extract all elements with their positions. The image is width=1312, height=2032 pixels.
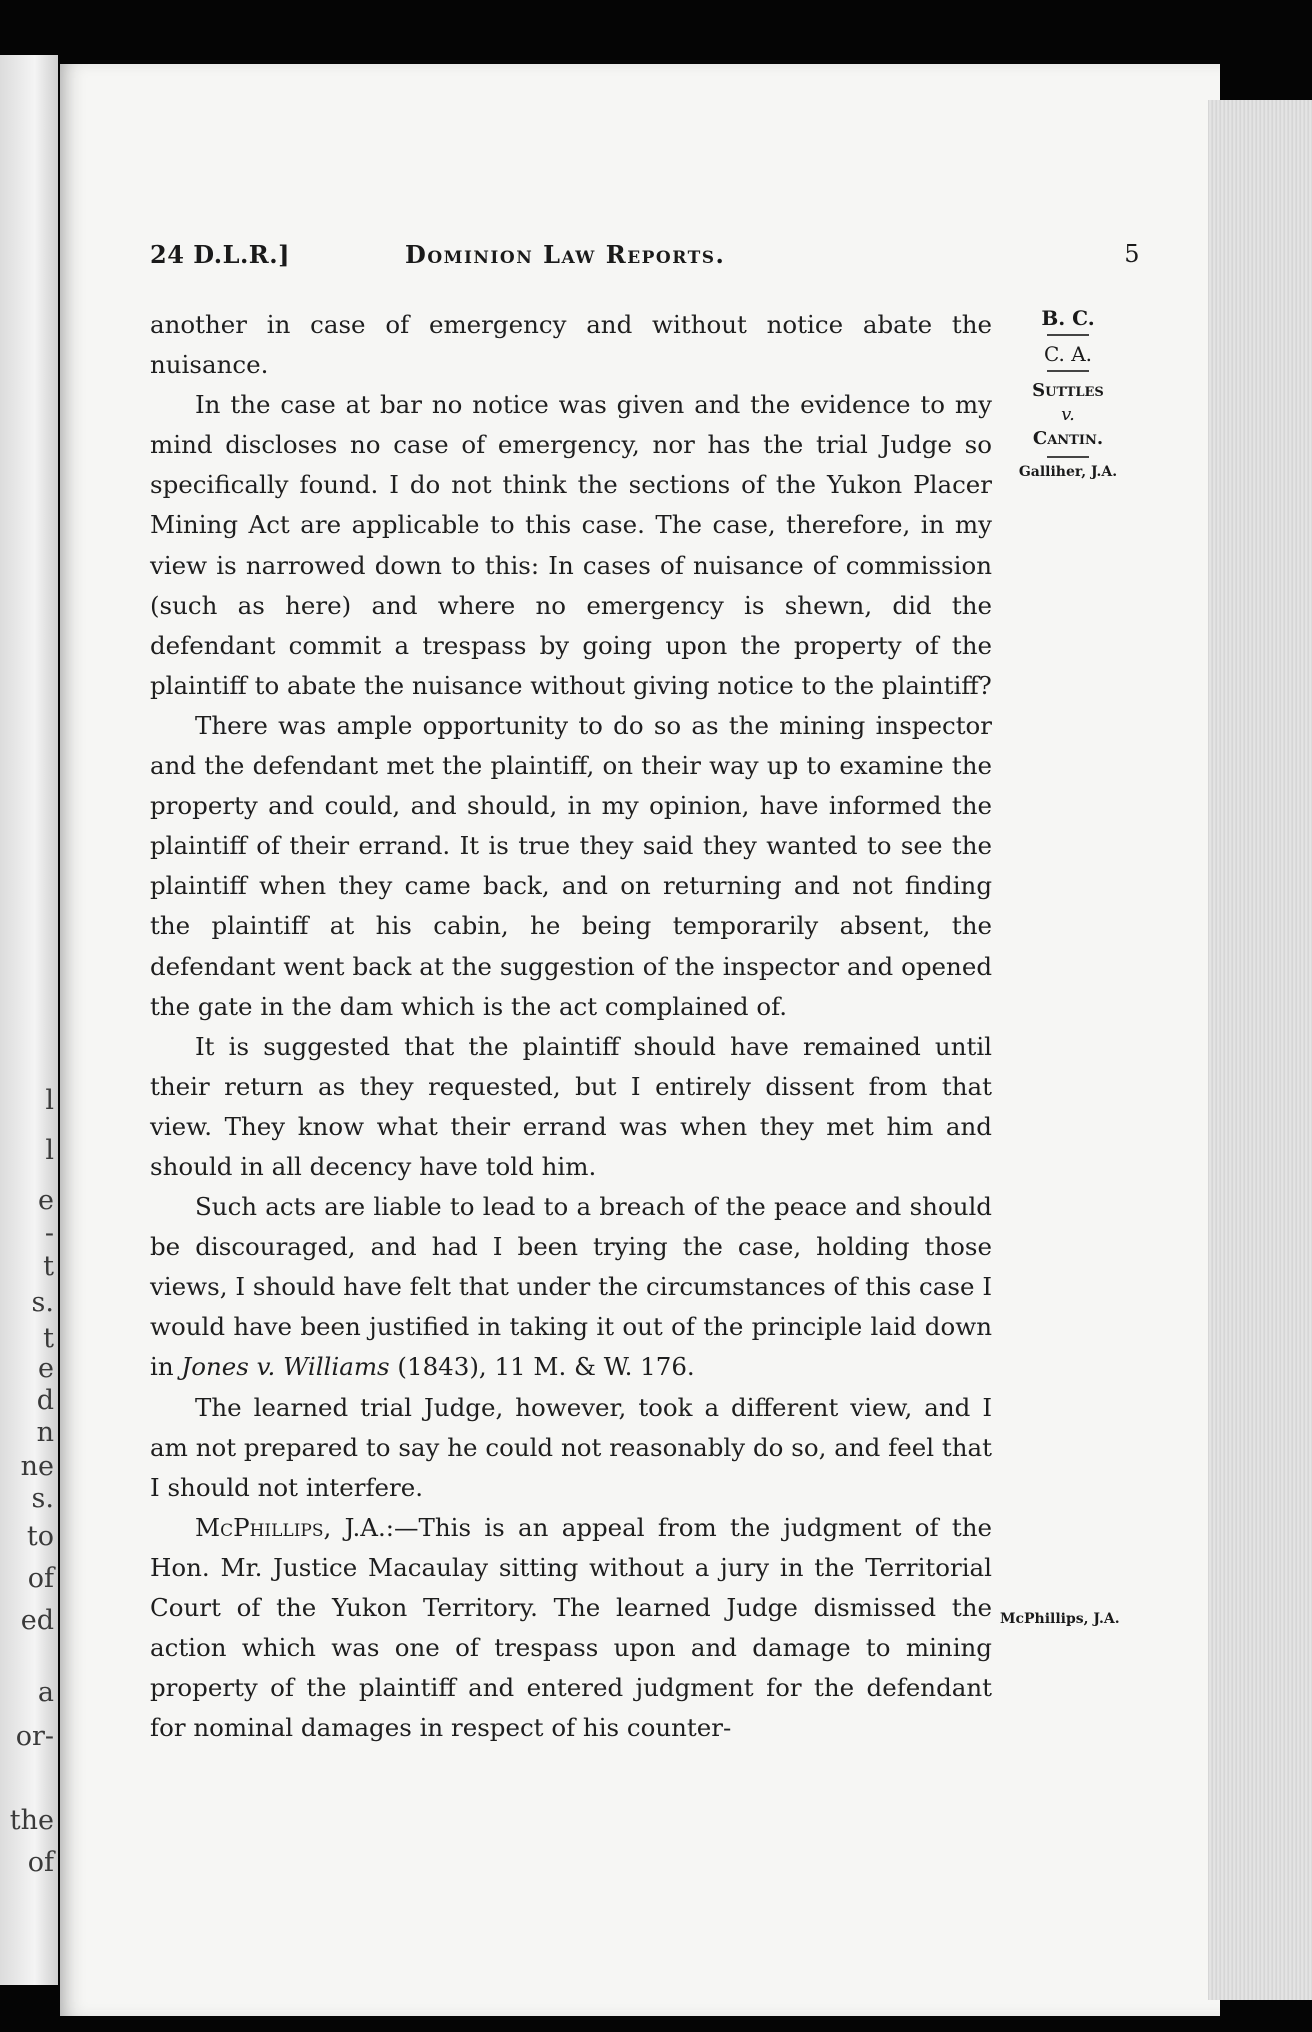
- body-text: [150, 305, 992, 1748]
- margin-fragment: e: [38, 1353, 54, 1384]
- margin-fragment: l: [45, 1135, 54, 1166]
- paragraph: It is suggested that the plaintiff should have remained until their return as they requested, but I entirely dissent from that view. They know what their errand was when they met him and should in all decency have told him.: [150, 1031, 992, 1181]
- paragraph: In the case at bar no notice was given and the evidence to my mind discloses no case of emergency, nor has the trial Judge so specifically found. I do not think the sections of the Yukon Placer Mining Act are applicable to this case. The case, therefore, in my view is narrowed down to this: In cases of nuisance of commission (such as here) and where no emergency is shewn, did the defendant commit a trespass by going upon the property of the plaintiff to abate the nuisance without giving notice to the plaintiff?: [150, 390, 992, 700]
- judge-galliher: Galliher, J.A.: [1018, 464, 1118, 480]
- margin-fragment: l: [45, 1085, 54, 1116]
- paragraph-text: , J.A.:—This is an appeal from the judgment of the Hon. Mr. Justice Macaulay sitting without a jury in the Territorial Court of the Yukon Territory. The learned Judge dismissed the action which was one of trespass upon and damage to mining property of the plaintiff and entered judgment for the defendant for nominal damages in respect of his counter-: [150, 1512, 992, 1743]
- margin-fragment: e: [38, 1185, 54, 1216]
- margin-fragment: the: [9, 1805, 54, 1836]
- margin-fragment: s.: [31, 1287, 54, 1318]
- running-header: [150, 240, 1140, 276]
- margin-fragment: to: [26, 1521, 54, 1552]
- margin-fragment: of: [27, 1847, 54, 1878]
- margin-fragment: n: [36, 1417, 54, 1448]
- paragraph: The learned trial Judge, however, took a different view, and I am not prepared to say he could not reasonably do so, and feel that I should not interfere.: [150, 1392, 992, 1502]
- court-appeal: C. A.: [1043, 342, 1093, 366]
- margin-fragment: or-: [15, 1721, 54, 1752]
- page-number: 5: [1124, 240, 1140, 268]
- margin-fragment: s.: [31, 1483, 54, 1514]
- party-defendant: Cantin.: [1032, 428, 1104, 449]
- versus: v.: [1061, 404, 1075, 425]
- divider: [1047, 456, 1089, 458]
- margin-fragment: t: [43, 1251, 54, 1282]
- divider: [1047, 334, 1089, 336]
- facing-page-edge: [0, 55, 58, 1985]
- margin-fragment: d: [36, 1385, 54, 1416]
- margin-fragment: -: [44, 1218, 54, 1249]
- paragraph-text: Such acts are liable to lead to a breach of the peace and should be discouraged, and had I been trying the case, holding those views, I should have felt that under the circumstances of this case I would have been justified in taking it out of the principle laid down in: [150, 1192, 992, 1382]
- margin-fragment: a: [37, 1677, 54, 1708]
- paragraph: [150, 1187, 992, 1387]
- paragraph-text: (1843), 11 M. & W. 176.: [389, 1352, 695, 1382]
- margin-fragment: ed: [20, 1605, 54, 1636]
- party-plaintiff: Suttles: [1032, 380, 1104, 401]
- judge-mcphillips: McPhillips, J.A.: [1000, 1611, 1120, 1627]
- divider: [1047, 370, 1089, 372]
- volume-reference: 24 D.L.R.]: [150, 240, 290, 269]
- margin-fragment: ne: [20, 1451, 54, 1482]
- paragraph: another in case of emergency and without notice abate the nuisance.: [150, 310, 992, 380]
- paragraph: [150, 1508, 992, 1749]
- paragraph: There was ample opportunity to do so as the mining inspector and the defendant met the plaintiff, on their way up to examine the property and could, and should, in my opinion, have informed the plaintiff of their errand. It is true they said they wanted to see the plaintiff when they came back, and on returning and not finding the plaintiff at his cabin, he being temporarily absent, the defendant went back at the suggestion of the inspector and opened the gate in the dam which is the act complained of.: [150, 710, 992, 1021]
- court-province: B. C.: [1041, 306, 1095, 330]
- margin-fragment: of: [27, 1563, 54, 1594]
- case-citation: Jones v. Williams: [181, 1352, 390, 1382]
- judge-name: McPhillips: [195, 1512, 324, 1542]
- page-stack-edge: [1208, 100, 1312, 2000]
- sidenote-case: [1000, 306, 1136, 480]
- margin-fragment: t: [43, 1323, 54, 1354]
- report-title: Dominion Law Reports.: [405, 240, 726, 269]
